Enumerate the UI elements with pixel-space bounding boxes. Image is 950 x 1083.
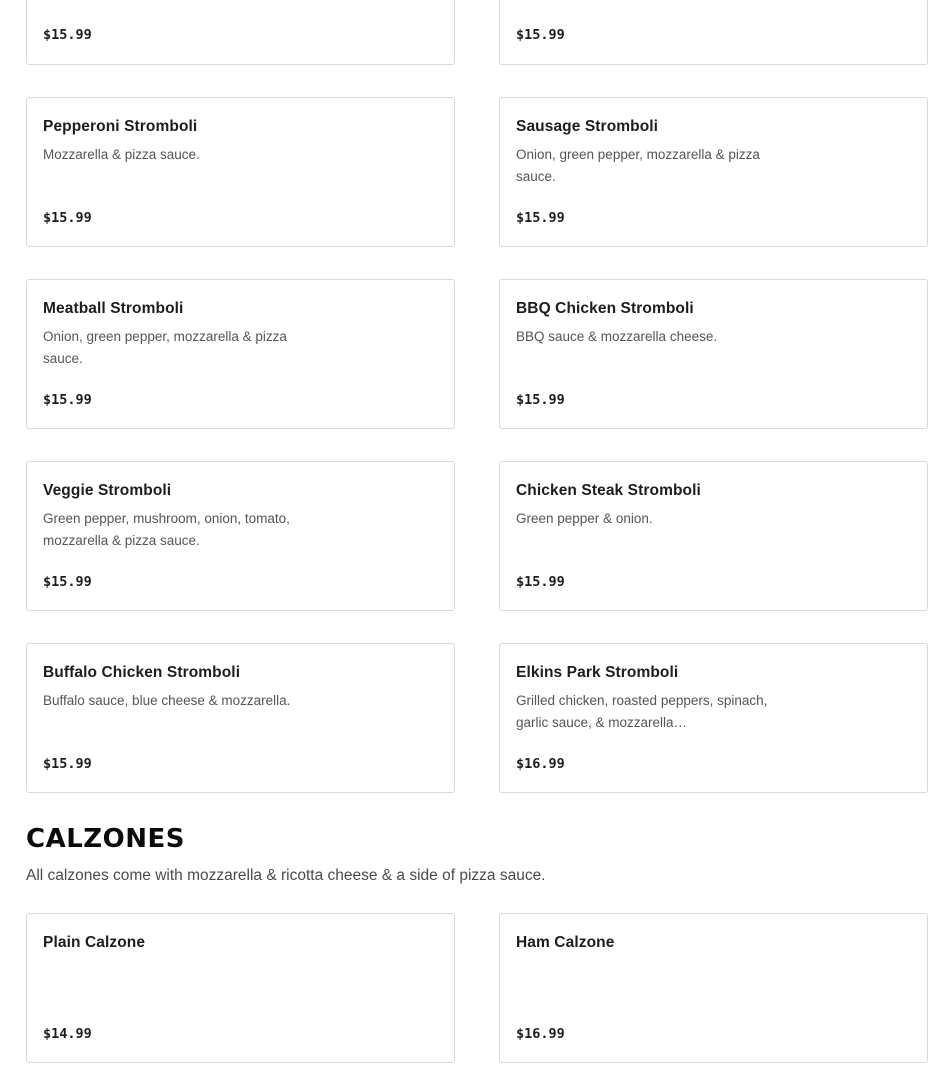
menu-item-price: $16.99 (516, 1026, 565, 1042)
menu-item-name: Meatball Stromboli (43, 300, 184, 317)
menu-item-price: $15.99 (516, 392, 565, 408)
menu-item-name: Buffalo Chicken Stromboli (43, 664, 241, 681)
menu-item-price: $15.99 (516, 27, 565, 43)
menu-item-name: Elkins Park Stromboli (516, 664, 679, 681)
menu-item-price: $16.99 (516, 756, 565, 772)
menu-item-price: $15.99 (43, 574, 92, 590)
menu-item-description: Mozzarella & pizza sauce. (43, 147, 200, 162)
menu-item-card[interactable] (499, 461, 928, 611)
menu-item-name: Ham Calzone (516, 934, 615, 951)
menu-item-card[interactable] (499, 0, 928, 65)
menu-item-card[interactable] (26, 279, 455, 429)
menu-item-card[interactable] (499, 643, 928, 793)
menu-item-name: Pepperoni Stromboli (43, 118, 198, 135)
menu-item-price: $15.99 (43, 392, 92, 408)
menu-item-card[interactable] (26, 913, 455, 1063)
menu-item-description: Green pepper & onion. (516, 511, 653, 526)
section-subtitle: All calzones come with mozzarella & ricotta cheese & a side of pizza sauce. (26, 867, 546, 884)
menu-item-card[interactable] (26, 643, 455, 793)
menu-item-name: Veggie Stromboli (43, 482, 172, 499)
menu-item-description: Onion, green pepper, mozzarella & pizza sauce. (43, 329, 287, 366)
menu-item-card[interactable] (499, 97, 928, 247)
menu-item-description: Green pepper, mushroom, onion, tomato, mozzarella & pizza sauce. (43, 511, 290, 548)
menu-item-price: $15.99 (516, 574, 565, 590)
menu-item-name: Chicken Steak Stromboli (516, 482, 701, 499)
menu-item-description: Grilled chicken, roasted peppers, spinach, garlic sauce, & mozzarella… (516, 693, 768, 730)
menu-item-card[interactable] (499, 913, 928, 1063)
menu-item-card[interactable] (26, 0, 455, 65)
menu-item-description: BBQ sauce & mozzarella cheese. (516, 329, 718, 344)
menu-item-price: $15.99 (43, 27, 92, 43)
menu-item-name: Plain Calzone (43, 934, 146, 951)
menu-item-price: $15.99 (43, 756, 92, 772)
menu-item-price: $14.99 (43, 1026, 92, 1042)
menu-item-description: Onion, green pepper, mozzarella & pizza sauce. (516, 147, 760, 184)
menu-item-price: $15.99 (516, 210, 565, 226)
menu-item-price: $15.99 (43, 210, 92, 226)
menu-item-description: Buffalo sauce, blue cheese & mozzarella. (43, 693, 291, 708)
menu-item-card[interactable] (499, 279, 928, 429)
menu-item-name: BBQ Chicken Stromboli (516, 300, 694, 317)
menu-item-card[interactable] (26, 97, 455, 247)
section-title: CALZONES (26, 824, 185, 854)
menu-item-card[interactable] (26, 461, 455, 611)
menu-item-name: Sausage Stromboli (516, 118, 659, 135)
